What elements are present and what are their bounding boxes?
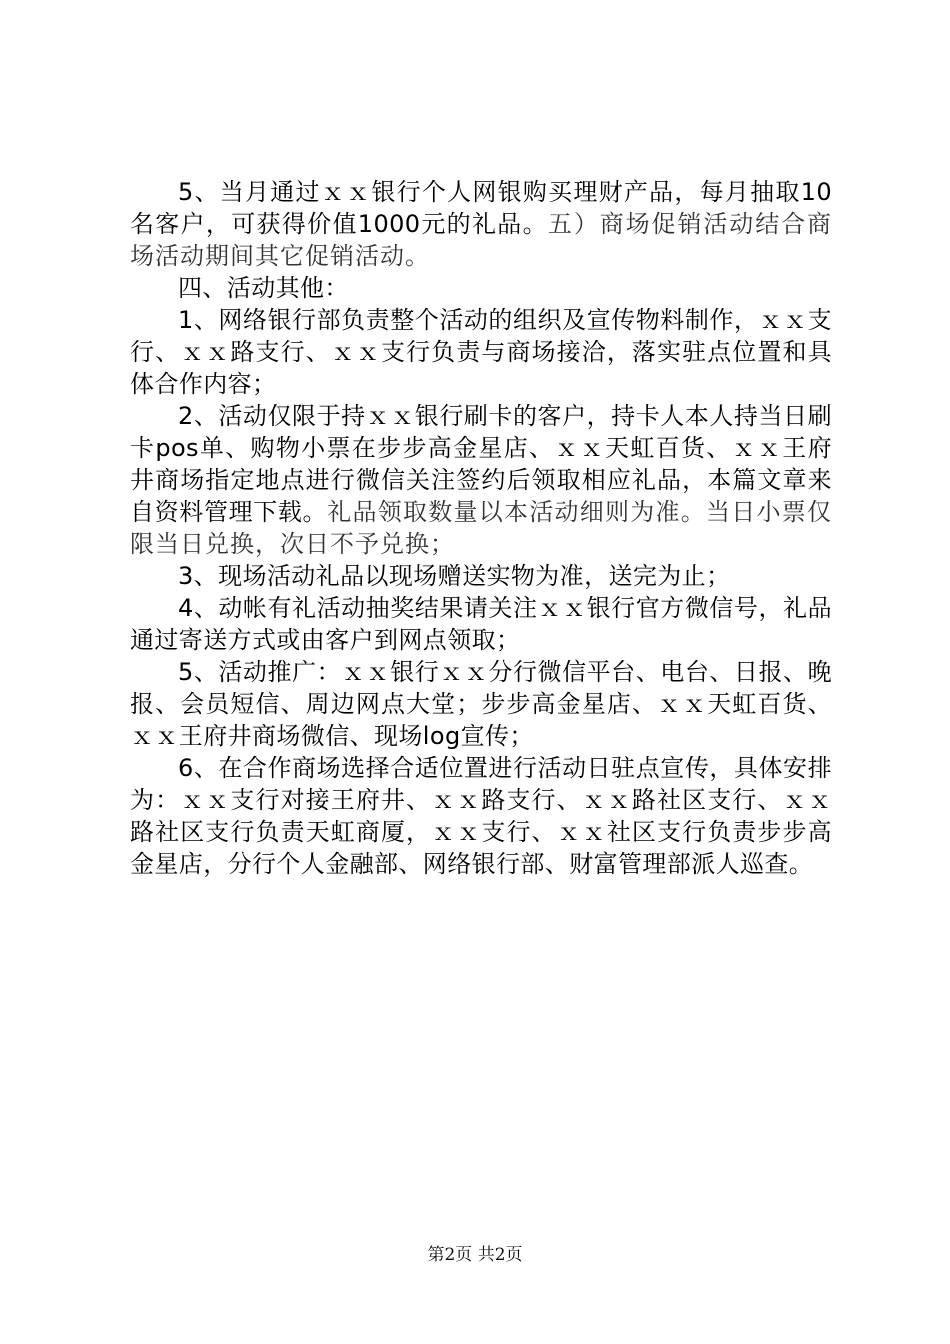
paragraph-item-4	[130, 592, 832, 656]
paragraph-text: 2、活动仅限于持ｘｘ银行刷卡的客户，持卡人本人持当日刷卡pos单、购物小票在步步高金星店、ｘｘ天虹百货、ｘｘ王府井商场指定地点进行微信关注签约后领取相应礼品，本篇文章来自资料管理下载。	[130, 402, 832, 526]
paragraph-item-5	[130, 656, 832, 752]
paragraph-text: 4、动帐有礼活动抽奖结果请关注ｘｘ银行官方微信号，礼品通过寄送方式或由客户到网点领取；	[130, 594, 832, 654]
page-number-label: 第2页 共2页	[427, 1245, 523, 1265]
paragraph-text: 5、当月通过ｘｘ银行个人网银购买理财产品，每月抽取10名客户，可获得价值1000元的礼品。	[130, 178, 832, 238]
paragraph-item-1	[130, 304, 832, 400]
paragraph-item-3	[130, 560, 832, 592]
paragraph-text: 6、在合作商场选择合适位置进行活动日驻点宣传，具体安排为：ｘｘ支行对接王府井、ｘｘ路支行、ｘｘ路社区支行、ｘｘ路社区支行负责天虹商厦，ｘｘ支行、ｘｘ社区支行负责步步高金星店，分行个人金融部、网络银行部、财富管理部派人巡查。	[130, 754, 832, 878]
paragraph-extra-text: 五）商场促销活动结合商场活动期间其它促销活动。	[130, 210, 833, 270]
paragraph-text: 5、活动推广：ｘｘ银行ｘｘ分行微信平台、电台、日报、晚报、会员短信、周边网点大堂；步步高金星店、ｘｘ天虹百货、ｘｘ王府井商场微信、现场log宣传；	[130, 658, 832, 750]
document-body	[130, 176, 832, 880]
paragraph-text: 1、网络银行部负责整个活动的组织及宣传物料制作，ｘｘ支行、ｘｘ路支行、ｘｘ支行负责与商场接洽，落实驻点位置和具体合作内容；	[130, 306, 832, 398]
paragraph-text: 3、现场活动礼品以现场赠送实物为准，送完为止；	[178, 562, 731, 590]
paragraph-item-6	[130, 752, 832, 880]
paragraph-extra-text: 礼品领取数量以本活动细则为准。当日小票仅限当日兑换，次日不予兑换；	[130, 498, 833, 558]
page-footer	[0, 1243, 950, 1267]
paragraph-monthly-draw	[130, 176, 832, 272]
section-heading-text: 四、活动其他：	[178, 274, 349, 302]
section-heading-other	[130, 272, 832, 304]
paragraph-item-2	[130, 400, 832, 560]
